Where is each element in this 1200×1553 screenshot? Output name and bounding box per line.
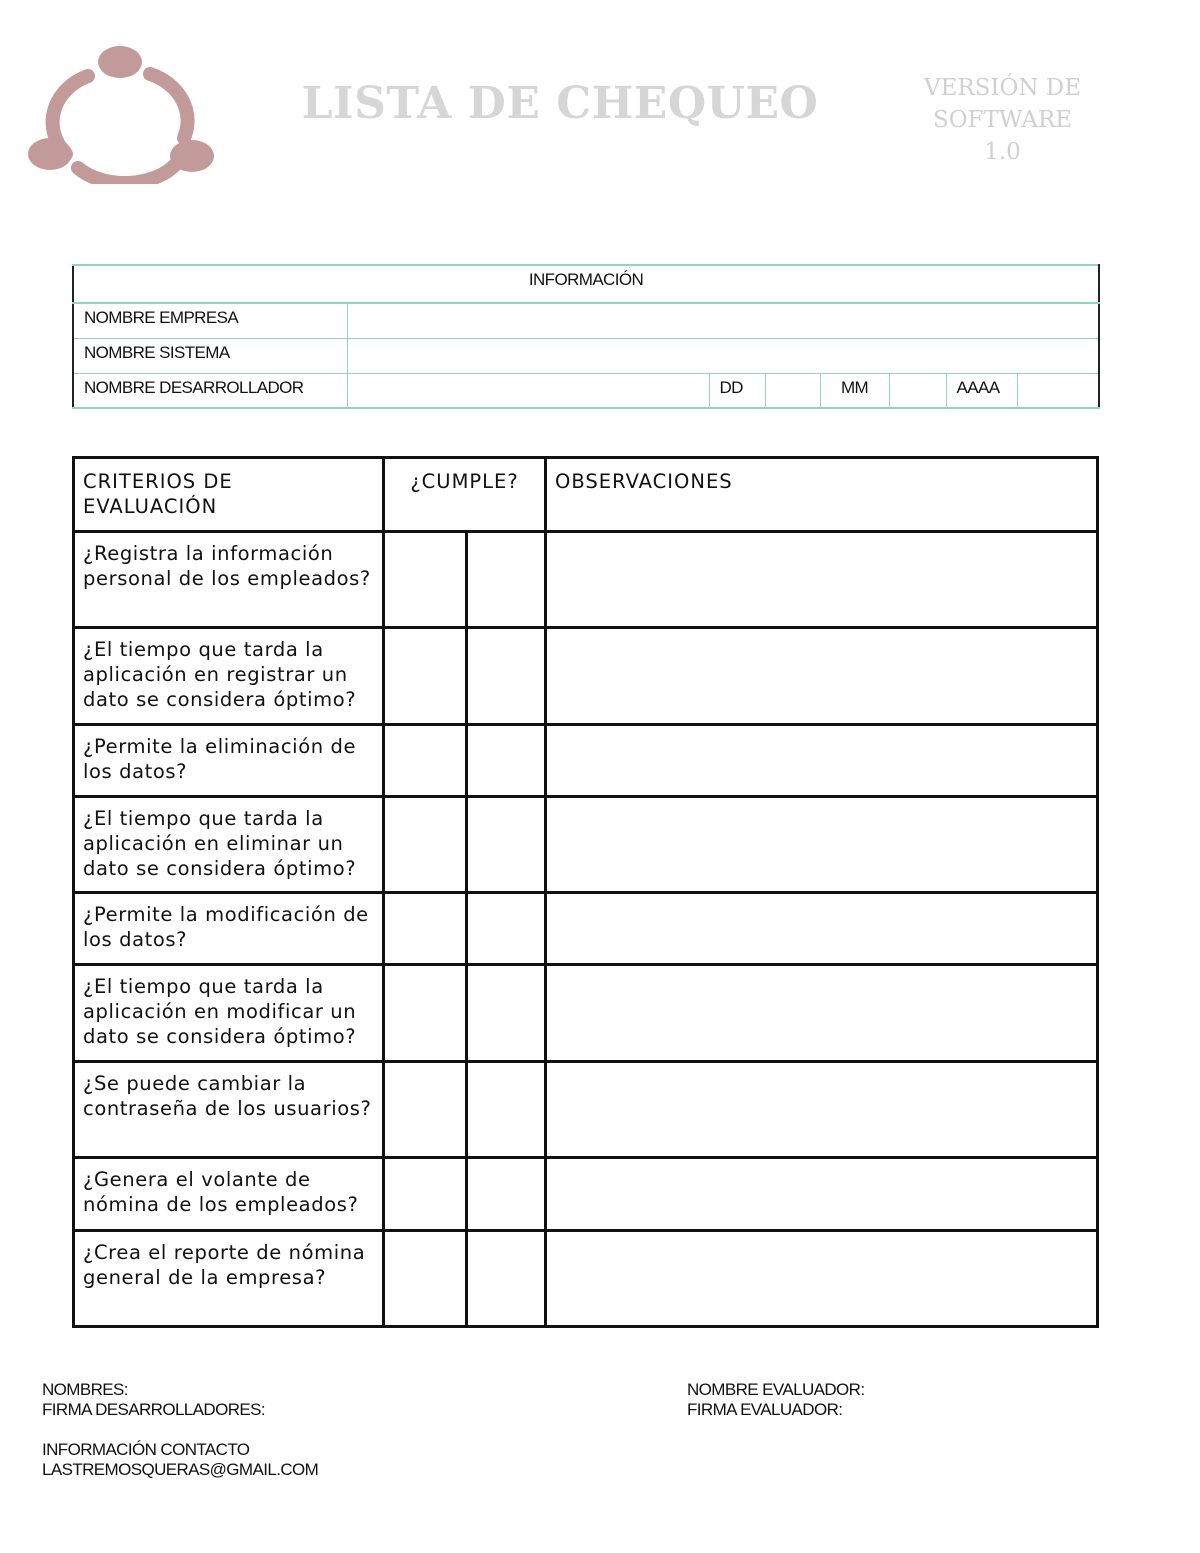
observations-cell[interactable]: [546, 797, 1098, 893]
table-row: [74, 893, 1098, 965]
observations-cell[interactable]: [546, 532, 1098, 628]
observations-cell[interactable]: [546, 725, 1098, 797]
complies-yes-cell[interactable]: [384, 628, 467, 725]
version-line: VERSIÓN DE: [923, 75, 1082, 101]
table-row: [74, 797, 1098, 893]
names-label: NOMBRES:: [42, 1380, 128, 1399]
month-label: MM: [820, 373, 889, 408]
observations-cell[interactable]: [546, 893, 1098, 965]
developers-signature-block: [42, 1380, 318, 1480]
table-row: [74, 1062, 1098, 1158]
complies-yes-cell[interactable]: [384, 1158, 467, 1231]
year-label: AAAA: [946, 373, 1017, 408]
developers-signature-label: FIRMA DESARROLLADORES:: [42, 1400, 265, 1419]
observations-cell[interactable]: [546, 1158, 1098, 1231]
complies-no-cell[interactable]: [467, 628, 546, 725]
version-line: SOFTWARE: [932, 107, 1073, 133]
criteria-text: ¿Permite la modificación de los datos?: [74, 893, 384, 965]
software-version: [900, 72, 1105, 168]
criteria-text: ¿El tiempo que tarda la aplicación en modificar un dato se considera óptimo?: [74, 965, 384, 1062]
developer-name-label: NOMBRE DESARROLLADOR: [73, 373, 347, 408]
contact-email: LASTREMOSQUERAS@GMAIL.COM: [42, 1460, 319, 1479]
company-logo-icon: [26, 42, 218, 184]
criteria-text: ¿El tiempo que tarda la aplicación en eliminar un dato se considera óptimo?: [74, 797, 384, 893]
complies-no-cell[interactable]: [467, 965, 546, 1062]
system-name-label: NOMBRE SISTEMA: [73, 338, 347, 373]
criteria-header: CRITERIOS DE EVALUACIÓN: [74, 458, 384, 532]
complies-no-cell[interactable]: [467, 532, 546, 628]
complies-yes-cell[interactable]: [384, 1231, 467, 1327]
criteria-text: ¿Registra la información personal de los empleados?: [74, 532, 384, 628]
developer-name-field[interactable]: [347, 373, 709, 408]
criteria-text: ¿Permite la eliminación de los datos?: [74, 725, 384, 797]
contact-info-label: INFORMACIÓN CONTACTO: [42, 1440, 250, 1459]
observations-cell[interactable]: [546, 1231, 1098, 1327]
table-row: [74, 532, 1098, 628]
company-name-label: NOMBRE EMPRESA: [73, 303, 347, 338]
observations-cell[interactable]: [546, 1062, 1098, 1158]
complies-no-cell[interactable]: [467, 725, 546, 797]
complies-no-cell[interactable]: [467, 1062, 546, 1158]
complies-no-cell[interactable]: [467, 1158, 546, 1231]
document-title: LISTA DE CHEQUEO: [301, 78, 819, 129]
system-name-field[interactable]: [347, 338, 1099, 373]
complies-yes-cell[interactable]: [384, 1062, 467, 1158]
evaluator-signature-block: [687, 1380, 864, 1420]
checklist-table: [72, 456, 1099, 1328]
complies-yes-cell[interactable]: [384, 532, 467, 628]
version-line: 1.0: [984, 139, 1021, 165]
complies-yes-cell[interactable]: [384, 965, 467, 1062]
table-row: [74, 725, 1098, 797]
table-row: [74, 628, 1098, 725]
complies-no-cell[interactable]: [467, 1231, 546, 1327]
table-row: [74, 1158, 1098, 1231]
observations-cell[interactable]: [546, 628, 1098, 725]
complies-no-cell[interactable]: [467, 797, 546, 893]
observations-header: OBSERVACIONES: [546, 458, 1098, 532]
complies-yes-cell[interactable]: [384, 893, 467, 965]
complies-yes-cell[interactable]: [384, 725, 467, 797]
criteria-text: ¿Crea el reporte de nómina general de la empresa?: [74, 1231, 384, 1327]
criteria-text: ¿El tiempo que tarda la aplicación en registrar un dato se considera óptimo?: [74, 628, 384, 725]
evaluator-signature-label: FIRMA EVALUADOR:: [687, 1400, 843, 1419]
observations-cell[interactable]: [546, 965, 1098, 1062]
information-heading: INFORMACIÓN: [73, 265, 1099, 303]
criteria-text: ¿Se puede cambiar la contraseña de los usuarios?: [74, 1062, 384, 1158]
information-table: [72, 264, 1100, 409]
complies-header: ¿CUMPLE?: [384, 458, 546, 532]
table-row: [74, 1231, 1098, 1327]
complies-yes-cell[interactable]: [384, 797, 467, 893]
criteria-text: ¿Genera el volante de nómina de los empleados?: [74, 1158, 384, 1231]
month-field[interactable]: [889, 373, 946, 408]
table-row: [74, 965, 1098, 1062]
company-name-field[interactable]: [347, 303, 1099, 338]
complies-no-cell[interactable]: [467, 893, 546, 965]
day-field[interactable]: [765, 373, 820, 408]
day-label: DD: [709, 373, 765, 408]
evaluator-name-label: NOMBRE EVALUADOR:: [687, 1380, 865, 1399]
year-field[interactable]: [1017, 373, 1099, 408]
